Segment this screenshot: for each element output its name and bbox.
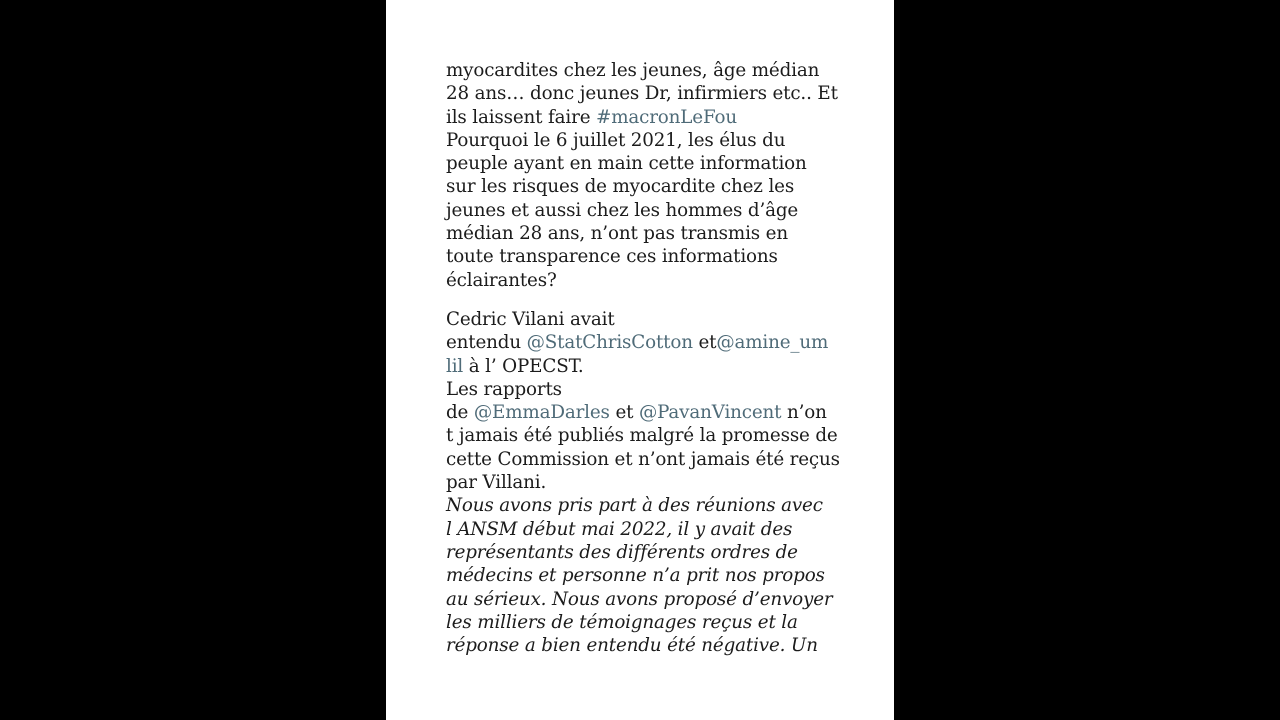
text-line: myocardites chez les jeunes, âge médian	[446, 60, 820, 81]
text-segment: n’on	[781, 402, 827, 424]
text-segment: de	[446, 402, 474, 424]
text-line: Cedric Vilani avait	[446, 308, 615, 330]
text-line: peuple ayant en main cette information	[446, 153, 807, 175]
mention-link-emmadarles[interactable]: @EmmaDarles	[473, 402, 610, 424]
text-segment: à l’ OPECST.	[463, 355, 584, 377]
text-line	[446, 106, 846, 129]
quote-line: médecins et personne n’a prit nos propos	[446, 565, 825, 587]
text-line: cette Commission et n’ont jamais été reçus	[446, 448, 840, 470]
quote-line: Nous avons pris part à des réunions avec	[446, 495, 823, 517]
quote-line: réponse a bien entendu été négative. Un	[446, 635, 818, 657]
quote-line: l ANSM début mai 2022, il y avait des	[446, 518, 793, 540]
text-line	[446, 331, 846, 354]
text-line: toute transparence ces informations	[446, 246, 778, 268]
text-segment: et	[692, 332, 717, 354]
mention-link-amine-umlil[interactable]: @amine_um	[716, 332, 829, 354]
text-line: 28 ans… donc jeunes Dr, infirmiers etc.. Et	[446, 83, 838, 105]
text-line: jeunes et aussi chez les hommes d’âge	[446, 199, 799, 221]
mention-link-amine-umlil-continued[interactable]: lil	[446, 355, 464, 377]
text-segment: et	[609, 402, 639, 424]
paragraph-vilani	[446, 308, 846, 494]
paragraph-myocardites	[446, 59, 846, 292]
text-line: médian 28 ans, n’ont pas transmis en	[446, 223, 788, 245]
text-line: t jamais été publiés malgré la promesse de	[446, 425, 838, 447]
quote-paragraph	[446, 494, 846, 657]
post-text	[446, 59, 846, 657]
quote-line: représentants des différents ordres de	[446, 541, 798, 563]
text-segment: ils laissent faire	[446, 106, 597, 128]
document-page	[386, 0, 894, 720]
quote-line: les milliers de témoignages reçus et la	[446, 611, 798, 633]
text-line	[446, 355, 846, 378]
text-segment: entendu	[446, 332, 527, 354]
text-line: sur les risques de myocardite chez les	[446, 176, 795, 198]
text-line: Les rapports	[446, 378, 562, 400]
mention-link-statchriscotton[interactable]: @StatChrisCotton	[526, 332, 693, 354]
quote-line: au sérieux. Nous avons proposé d’envoyer	[446, 588, 833, 610]
paragraph-gap	[446, 292, 846, 308]
text-line: par Villani.	[446, 472, 547, 494]
text-line	[446, 401, 846, 424]
text-line: Pourquoi le 6 juillet 2021, les élus du	[446, 129, 786, 151]
text-line: éclairantes?	[446, 269, 557, 291]
hashtag-link-macronlefou[interactable]: #macronLeFou	[596, 106, 737, 128]
mention-link-pavanvincent[interactable]: @PavanVincent	[638, 402, 782, 424]
